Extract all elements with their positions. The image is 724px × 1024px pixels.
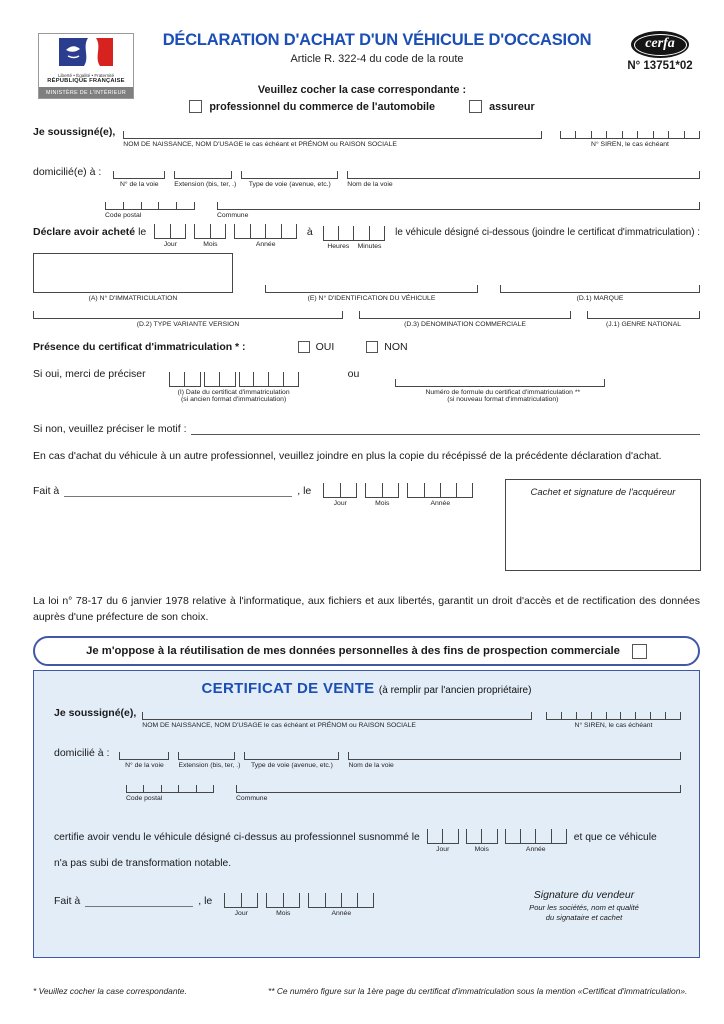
seller-address-row xyxy=(54,747,681,771)
sale-month-field xyxy=(466,829,498,855)
purchase-time-field xyxy=(323,226,385,250)
comb-cell xyxy=(382,483,400,497)
comb-cell xyxy=(560,131,575,138)
buyer-street-name-hint: Nom de la voie xyxy=(347,181,393,188)
buyer-street-type-line[interactable] xyxy=(241,171,338,179)
seller-name-field xyxy=(142,712,532,731)
buyer-postal-row xyxy=(105,202,700,221)
comb-cell xyxy=(665,712,681,719)
assureur-checkbox[interactable] xyxy=(469,100,482,113)
comb-cell xyxy=(606,712,621,719)
comb-cell xyxy=(546,712,561,719)
cerfa-block xyxy=(618,31,702,72)
seller-street-no-field xyxy=(119,752,169,771)
seller-extension-line[interactable] xyxy=(178,752,235,760)
cerfa-logo-ring xyxy=(634,34,687,56)
sale-title: CERTIFICAT DE VENTE xyxy=(201,680,375,697)
si-non-row xyxy=(33,423,700,435)
fait-day-comb[interactable] xyxy=(323,483,357,498)
seller-subject-label: Je soussigné(e), xyxy=(54,707,137,719)
certificate-date-field xyxy=(154,372,314,403)
comb-cell xyxy=(591,131,606,138)
title-block xyxy=(140,31,614,65)
comb-cell xyxy=(551,829,567,843)
buyer-extension-field xyxy=(174,171,237,190)
seller-siren-hint: N° SIREN, le cas échéant xyxy=(574,722,653,729)
certify-text-1: certifie avoir vendu le véhicule désigné ci-dessus au professionnel susnommé le xyxy=(54,832,420,843)
assureur-label: assureur xyxy=(489,100,535,113)
sale-month-comb[interactable] xyxy=(466,829,498,844)
seller-signature-area[interactable] xyxy=(474,889,694,923)
comb-cell xyxy=(427,829,443,843)
presence-label: Présence du certificat d'immatriculation * : xyxy=(33,341,246,353)
seller-signature-note xyxy=(474,903,694,923)
logo-motto: Liberté • Égalité • Fraternité xyxy=(57,73,115,78)
buyer-address-row xyxy=(33,166,700,190)
formule-hint-2: (si nouveau format d'immatriculation) xyxy=(447,396,559,403)
formule-field xyxy=(395,379,610,403)
purchase-time-comb[interactable] xyxy=(323,226,385,241)
buyer-commune-field xyxy=(217,202,700,221)
comb-cell xyxy=(234,224,249,238)
buyer-siren-field xyxy=(560,131,700,150)
buyer-stamp-signature-box[interactable] xyxy=(505,479,701,571)
seller-postal-field xyxy=(126,785,214,804)
opposition-checkbox[interactable] xyxy=(632,644,647,659)
seller-street-type-field xyxy=(244,752,339,771)
denomination-line[interactable] xyxy=(359,311,571,319)
comb-cell xyxy=(424,483,440,497)
formule-hint-1: Numéro de formule du certificat d'immatriculation ** xyxy=(425,389,581,396)
comb-cell xyxy=(323,226,338,240)
comb-cell xyxy=(520,829,535,843)
buyer-commune-line[interactable] xyxy=(217,202,700,210)
other-professional-text: En cas d'achat du véhicule à un autre professionnel, veuillez joindre en plus la copie du récépissé de la précédente déclaration d'achat. xyxy=(33,450,662,462)
at-label: à xyxy=(306,226,313,238)
comb-cell xyxy=(154,224,170,238)
fait-year-field xyxy=(407,483,473,509)
comb-cell xyxy=(622,131,637,138)
fait-a-place-line[interactable] xyxy=(64,493,292,497)
opposition-text: Je m'oppose à la réutilisation de mes données personnelles à des fins de prospection commerciale xyxy=(86,645,620,657)
comb-cell xyxy=(442,829,459,843)
sale-fait-day-comb[interactable] xyxy=(224,893,258,908)
comb-cell xyxy=(178,785,195,792)
footnote-1: * Veuillez cocher la case correspondante. xyxy=(33,986,187,996)
type-variante-hint: (D.2) TYPE VARIANTE VERSION xyxy=(136,321,240,328)
sale-month-hint: Mois xyxy=(474,846,489,853)
vehicle-row-1 xyxy=(33,253,700,304)
purchase-date-row xyxy=(33,224,700,250)
sale-day-comb[interactable] xyxy=(427,829,459,844)
comb-cell xyxy=(635,712,650,719)
comb-cell xyxy=(239,372,254,386)
comb-cell xyxy=(265,224,280,238)
certify-row xyxy=(54,829,681,855)
cerfa-logo-text: cerfa xyxy=(645,36,675,51)
fait-year-comb[interactable] xyxy=(407,483,473,498)
sale-title-row xyxy=(34,680,699,698)
fait-day-hint: Jour xyxy=(333,500,347,507)
professionnel-checkbox[interactable] xyxy=(189,100,202,113)
buyer-name-field xyxy=(123,131,542,150)
sale-fait-year-hint: Année xyxy=(331,910,352,917)
seller-extension-field xyxy=(178,752,241,771)
comb-cell xyxy=(283,372,299,386)
vin-line[interactable] xyxy=(265,285,478,293)
comb-cell xyxy=(341,893,357,907)
opposition-pill xyxy=(33,636,700,666)
cachet-label: Cachet et signature de l'acquéreur xyxy=(530,487,676,498)
buyer-street-name-field xyxy=(347,171,700,190)
seller-postal-row xyxy=(126,785,681,804)
purchase-time-hints xyxy=(323,243,385,250)
comb-cell xyxy=(440,483,456,497)
seller-street-name-line[interactable] xyxy=(348,752,681,760)
comb-cell xyxy=(650,712,665,719)
comb-cell xyxy=(176,202,195,209)
comb-cell xyxy=(637,131,652,138)
comb-cell xyxy=(283,893,301,907)
buyer-identity-row xyxy=(33,126,700,150)
comb-cell xyxy=(505,829,520,843)
seller-street-name-hint: Nom de la voie xyxy=(348,762,394,769)
comb-cell xyxy=(184,372,201,386)
comb-cell xyxy=(591,712,606,719)
seller-domicile-label: domicilié à : xyxy=(54,747,110,759)
declare-le: le xyxy=(138,226,147,238)
genre-field xyxy=(587,311,700,330)
declare-label: Déclare avoir acheté xyxy=(33,226,136,238)
cerfa-logo xyxy=(631,31,689,58)
purchase-year-hint: Année xyxy=(255,241,276,248)
comb-cell xyxy=(653,131,668,138)
fait-month-comb[interactable] xyxy=(365,483,399,498)
oui-checkbox[interactable] xyxy=(298,341,310,353)
sale-fait-year-comb[interactable] xyxy=(308,893,374,908)
seller-name-hint: NOM DE NAISSANCE, NOM D'USAGE le cas échéant et PRÉNOM ou RAISON SOCIALE xyxy=(142,722,416,729)
buyer-postal-comb[interactable] xyxy=(105,202,195,210)
seller-commune-hint: Commune xyxy=(236,795,268,802)
comb-cell xyxy=(357,893,374,907)
buyer-siren-hint: N° SIREN, le cas échéant xyxy=(591,141,669,148)
sale-fait-month-field xyxy=(266,893,300,919)
buyer-domicile-label: domicilié(e) à : xyxy=(33,166,102,178)
marque-field xyxy=(500,285,700,304)
comb-cell xyxy=(266,893,283,907)
vehicle-row-2 xyxy=(33,311,700,330)
fait-month-hint: Mois xyxy=(375,500,390,507)
comb-cell xyxy=(196,785,214,792)
buyer-street-type-field xyxy=(241,171,338,190)
cert-date-month-comb[interactable] xyxy=(204,372,236,387)
sale-fait-month-hint: Mois xyxy=(276,910,291,917)
comb-cell xyxy=(170,224,187,238)
purchase-day-comb[interactable] xyxy=(154,224,186,239)
sale-title-suffix: (à remplir par l'ancien propriétaire) xyxy=(378,685,532,696)
seller-signature-note-1: Pour les sociétés, nom et qualité xyxy=(529,903,639,912)
denomination-field xyxy=(359,311,571,330)
comb-cell xyxy=(365,483,382,497)
seller-postal-comb[interactable] xyxy=(126,785,214,793)
buyer-subject-label: Je soussigné(e), xyxy=(33,126,116,138)
sale-fait-year-field xyxy=(308,893,374,919)
data-protection-notice: La loi n° 78-17 du 6 janvier 1978 relative à l'informatique, aux fichiers et aux libertés, garantit un droit d'accès et de rectification des données auprès d'une préfecture de son choix. xyxy=(33,595,700,624)
denomination-hint: (D.3) DENOMINATION COMMERCIALE xyxy=(404,321,526,328)
footnote-2: ** Ce numéro figure sur la 1ère page du certificat d'immatriculation sous la mention «Certificat d'immatriculation». xyxy=(268,986,688,996)
sale-fait-day-hint: Jour xyxy=(234,910,248,917)
fait-day-field xyxy=(323,483,357,509)
purchase-month-field xyxy=(194,224,226,250)
seller-street-type-line[interactable] xyxy=(244,752,339,760)
comb-cell xyxy=(325,893,341,907)
si-oui-label: Si oui, merci de préciser xyxy=(33,368,146,380)
sale-fait-month-comb[interactable] xyxy=(266,893,300,908)
comb-cell xyxy=(210,224,227,238)
buyer-name-hint: NOM DE NAISSANCE, NOM D'USAGE le cas échéant et PRÉNOM ou RAISON SOCIALE xyxy=(123,141,397,148)
seller-siren-comb[interactable] xyxy=(546,712,681,720)
buyer-street-no-field xyxy=(113,171,165,190)
comb-cell xyxy=(606,131,621,138)
french-flag-icon xyxy=(58,37,114,67)
sale-fait-day-field xyxy=(224,893,258,919)
comb-cell xyxy=(241,893,259,907)
seller-street-name-field xyxy=(348,752,681,771)
buyer-postal-field xyxy=(105,202,195,221)
comb-cell xyxy=(575,131,590,138)
comb-cell xyxy=(253,372,268,386)
oui-label: OUI xyxy=(315,341,335,353)
comb-cell xyxy=(340,483,358,497)
comb-cell xyxy=(668,131,683,138)
vin-hint: (E) N° D'IDENTIFICATION DU VÉHICULE xyxy=(307,295,436,302)
comb-cell xyxy=(141,202,159,209)
purchase-year-field xyxy=(234,224,296,250)
comb-cell xyxy=(224,893,241,907)
purchase-month-hint: Mois xyxy=(203,241,218,248)
cert-date-year-comb[interactable] xyxy=(239,372,299,387)
cert-date-hint-1: (I) Date du certificat d'immatriculation xyxy=(177,389,290,396)
logo-ministry: MINISTÈRE DE L'INTÉRIEUR xyxy=(39,87,133,98)
heures-hint: Heures xyxy=(327,243,350,250)
comb-cell xyxy=(250,224,265,238)
comb-cell xyxy=(561,712,576,719)
genre-line[interactable] xyxy=(587,311,700,319)
seller-street-no-hint: N° de la voie xyxy=(125,762,164,769)
seller-identity-row xyxy=(54,707,681,731)
sale-year-comb[interactable] xyxy=(505,829,567,844)
fait-a-label: Fait à xyxy=(33,485,60,497)
sale-year-field xyxy=(505,829,567,855)
vehicle-intro-label: le véhicule désigné ci-dessous (joindre le certificat d'immatriculation) : xyxy=(395,227,700,238)
sale-fait-a-label: Fait à xyxy=(54,895,81,907)
seller-commune-line[interactable] xyxy=(236,785,681,793)
certificate-date-combs xyxy=(169,372,299,387)
comb-cell xyxy=(194,224,210,238)
vin-field xyxy=(265,285,478,304)
sale-fait-le: , le xyxy=(198,895,213,907)
marque-line[interactable] xyxy=(500,285,700,293)
motif-line[interactable] xyxy=(191,424,700,435)
buyer-street-type-hint: Type de voie (avenue, etc.) xyxy=(248,181,331,188)
choice-instruction: Veuillez cocher la case correspondante : xyxy=(257,84,467,96)
seller-signature-note-2: du signataire et cachet xyxy=(545,912,623,922)
marque-hint: (D.1) MARQUE xyxy=(576,295,624,302)
option-professionnel xyxy=(189,100,435,113)
comb-cell xyxy=(323,483,340,497)
fait-month-field xyxy=(365,483,399,509)
comb-cell xyxy=(620,712,635,719)
certify-text-3: n'a pas subi de transformation notable. xyxy=(54,858,232,869)
purchase-year-comb[interactable] xyxy=(234,224,296,239)
purchase-day-hint: Jour xyxy=(163,241,177,248)
comb-cell xyxy=(219,372,236,386)
buyer-postal-hint: Code postal xyxy=(105,212,142,219)
genre-hint: (J.1) GENRE NATIONAL xyxy=(605,321,682,328)
comb-cell xyxy=(407,483,423,497)
seller-street-type-hint: Type de voie (avenue, etc.) xyxy=(250,762,333,769)
buyer-extension-line[interactable] xyxy=(174,171,232,179)
certify-text-2: et que ce véhicule xyxy=(573,832,657,843)
comb-cell xyxy=(481,829,498,843)
cert-date-day-comb[interactable] xyxy=(169,372,201,387)
sale-day-field xyxy=(427,829,459,855)
buyer-signature-row xyxy=(33,483,494,509)
non-label: NON xyxy=(384,341,408,353)
immatriculation-field xyxy=(33,253,233,304)
purchase-month-comb[interactable] xyxy=(194,224,226,239)
certificat-de-vente-section xyxy=(33,670,700,958)
comb-cell xyxy=(466,829,482,843)
seller-postal-hint: Code postal xyxy=(126,795,163,802)
sale-year-hint: Année xyxy=(525,846,546,853)
comb-cell xyxy=(204,372,220,386)
comb-cell xyxy=(105,202,123,209)
professionnel-label: professionnel du commerce de l'automobile xyxy=(209,100,436,113)
comb-cell xyxy=(268,372,283,386)
cerfa-number: N° 13751*02 xyxy=(627,60,693,72)
comb-cell xyxy=(308,893,324,907)
comb-cell xyxy=(161,785,178,792)
formule-line[interactable] xyxy=(395,379,605,387)
other-professional-note xyxy=(33,450,700,462)
seller-commune-field xyxy=(236,785,681,804)
choice-row xyxy=(0,100,724,113)
buyer-extension-hint: Extension (bis, ter, .) xyxy=(174,181,237,188)
certificate-presence-row xyxy=(33,341,700,353)
comb-cell xyxy=(338,226,353,240)
comb-cell xyxy=(143,785,160,792)
comb-cell xyxy=(169,372,185,386)
seller-siren-field xyxy=(546,712,681,731)
buyer-street-no-hint: N° de la voie xyxy=(119,181,159,188)
comb-cell xyxy=(281,224,297,238)
seller-street-no-line[interactable] xyxy=(119,752,169,760)
ou-label: ou xyxy=(347,368,360,380)
fait-year-hint: Année xyxy=(430,500,451,507)
sale-day-hint: Jour xyxy=(436,846,450,853)
comb-cell xyxy=(684,131,700,138)
buyer-street-no-line[interactable] xyxy=(113,171,165,179)
type-variante-line[interactable] xyxy=(33,311,343,319)
immatriculation-hint: (A) N° D'IMMATRICULATION xyxy=(88,295,178,302)
sale-fait-place-line[interactable] xyxy=(85,903,193,907)
buyer-commune-hint: Commune xyxy=(217,212,249,219)
seller-name-line[interactable] xyxy=(142,712,532,720)
buyer-name-line[interactable] xyxy=(123,131,542,139)
purchase-day-field xyxy=(154,224,186,250)
si-non-label: Si non, veuillez préciser le motif : xyxy=(33,423,187,435)
immatriculation-box[interactable] xyxy=(33,253,233,293)
comb-cell xyxy=(126,785,143,792)
comb-cell xyxy=(158,202,176,209)
cert-date-hint-2: (si ancien format d'immatriculation) xyxy=(181,396,287,403)
seller-extension-hint: Extension (bis, ter, .) xyxy=(178,762,241,769)
page-subtitle: Article R. 322-4 du code de la route xyxy=(290,53,464,65)
type-variante-field xyxy=(33,311,343,330)
non-checkbox[interactable] xyxy=(366,341,378,353)
fait-a-le: , le xyxy=(297,485,312,497)
seller-signature-title: Signature du vendeur xyxy=(533,889,635,901)
seller-signature-row xyxy=(54,893,439,919)
minutes-hint: Minutes xyxy=(357,243,382,250)
page-title: DÉCLARATION D'ACHAT D'UN VÉHICULE D'OCCASION xyxy=(162,31,592,49)
comb-cell xyxy=(123,202,141,209)
si-oui-row xyxy=(33,368,700,403)
comb-cell xyxy=(535,829,550,843)
buyer-siren-comb[interactable] xyxy=(560,131,700,139)
comb-cell xyxy=(576,712,591,719)
option-assureur xyxy=(469,100,535,113)
comb-cell xyxy=(369,226,385,240)
buyer-street-name-line[interactable] xyxy=(347,171,700,179)
logo-republic: RÉPUBLIQUE FRANÇAISE xyxy=(47,78,125,84)
comb-cell xyxy=(456,483,473,497)
comb-cell xyxy=(353,226,368,240)
